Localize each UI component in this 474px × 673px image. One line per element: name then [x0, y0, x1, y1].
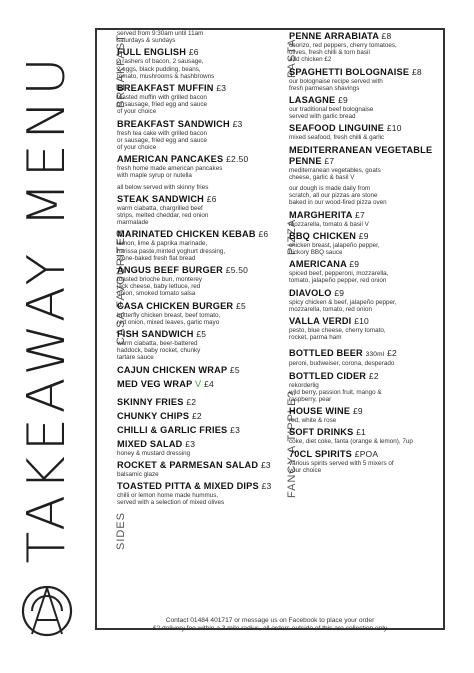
- item-description: or sausage, fried egg and sauce: [117, 136, 207, 144]
- menu-item-skinny-fries: SKINNY FRIES £2: [117, 396, 197, 407]
- menu-item-diavolo: DIAVOLO £9: [289, 287, 345, 298]
- fries-note: all below served with skinny fries: [117, 183, 209, 191]
- section-pasta-label: PASTA: [286, 38, 298, 78]
- item-description: mozzarella, tomato, red onion: [289, 305, 372, 313]
- menu-item-breakfast-sandwich: BREAKFAST SANDWICH £3: [117, 118, 243, 129]
- vegetarian-badge: V: [195, 378, 202, 389]
- item-description: fresh parmesan shavings: [289, 84, 360, 92]
- item-description: chorizo, red peppers, cherry tomatoes,: [289, 42, 397, 49]
- menu-item-med-vegetable-penne: MEDITERRANEAN VEGETABLE: [289, 144, 433, 155]
- item-description: chilli or lemon home made hummus,: [117, 492, 219, 500]
- item-description: 2 rashers of bacon, 2 sausage,: [117, 58, 204, 66]
- item-description: fresh tea cake with grilled bacon: [117, 129, 207, 137]
- menu-item-toasted-pitta: TOASTED PITTA & MIXED DIPS £3: [117, 481, 272, 492]
- section-pizza-label: PIZZA: [286, 218, 298, 255]
- section-casa-favourites-label: CASA FAVOURITES: [115, 228, 127, 345]
- menu-item-soft-drinks: SOFT DRINKS £1: [289, 427, 367, 438]
- item-description: balsamic glaze: [117, 470, 159, 478]
- item-description: butterfly chicken breast, beef tomato,: [117, 311, 221, 319]
- menu-item-cajun-chicken-wrap: CAJUN CHICKEN WRAP £5: [117, 364, 240, 375]
- item-description: wild berry, passion fruit, mango &: [289, 388, 382, 396]
- item-description: served with garlic bread: [289, 113, 356, 121]
- item-description: fresh home made american pancakes: [117, 165, 223, 173]
- item-description: served with a selection of mixed olives: [117, 499, 225, 507]
- item-description: tomato, mushrooms & hashbrowns: [117, 72, 215, 80]
- item-description: stone-baked fresh flat bread: [117, 254, 196, 262]
- item-description: spicy chicken & beef, jalapeño pepper,: [289, 298, 397, 306]
- menu-item-med-vegetable-penne-line2: PENNE £7: [289, 155, 335, 166]
- item-description: hickory BBQ sauce: [289, 249, 343, 257]
- menu-item-bottled-cider: BOTTLED CIDER £2: [289, 370, 379, 381]
- menu-item-chilli-garlic-fries: CHILLI & GARLIC FRIES £3: [117, 424, 240, 435]
- item-description: red, white & rose: [289, 417, 337, 425]
- item-description: with maple syrup or nutella: [117, 172, 192, 180]
- item-description: mediterranean vegetables, goats: [289, 166, 381, 174]
- pizza-intro: baked in our wood-fired pizza oven: [289, 199, 387, 207]
- menu-item-seafood-linguine: SEAFOOD LINGUINE £10: [289, 123, 402, 134]
- item-description: raspberry, pear: [289, 396, 332, 404]
- menu-title-text: TAKEAWAY MENU: [17, 51, 77, 564]
- item-description: of your choice: [117, 144, 157, 152]
- menu-item-margherita: MARGHERITA £7: [289, 209, 365, 220]
- item-description: jack cheese, baby lettuce, red: [117, 283, 201, 291]
- item-description: pesto, blue cheese, cherry tomato,: [289, 327, 386, 335]
- item-description: lemon, lime & paprika marinade,: [117, 240, 208, 248]
- item-description: red onion, mixed leaves, garlic mayo: [117, 318, 220, 326]
- menu-item-rocket-parmesan-salad: ROCKET & PARMESAN SALAD £3: [117, 459, 271, 470]
- menu-item-spaghetti-bolognaise: SPAGHETTI BOLOGNAISE £8: [289, 66, 422, 77]
- item-description: or sausage, fried egg and sauce: [117, 101, 207, 109]
- item-description: rekorderlig: [289, 381, 319, 389]
- item-description: harissa paste,minted yoghurt dressing,: [117, 247, 226, 255]
- menu-item-breakfast-muffin: BREAKFAST MUFFIN £3: [117, 83, 227, 94]
- menu-item-american-pancakes: AMERICAN PANCAKES £2.50: [117, 154, 249, 165]
- menu-item-med-veg-wrap: MED VEG WRAP V £4: [117, 378, 214, 389]
- menu-item-marinated-chicken-kebab: MARINATED CHICKEN KEBAB £6: [117, 229, 269, 240]
- menu-item-americana: AMERICANA £9: [289, 259, 360, 270]
- footer-delivery-line: £2 delivery fee within a 3 mile radius, all orders outside of this are collection only: [152, 625, 388, 632]
- pizza-intro: our dough is made daily from: [289, 185, 371, 193]
- right-menu-column: [289, 28, 439, 474]
- item-description: onion, smoked tomato salsa: [117, 290, 196, 298]
- menu-item-bbq-chicken: BBQ CHICKEN £9: [289, 230, 369, 241]
- menu-item-fish-sandwich: FISH SANDWICH £5: [117, 329, 207, 340]
- section-sides-label: SIDES: [115, 511, 127, 550]
- item-description: honey & mustard dressing: [117, 449, 191, 457]
- menu-item-angus-beef-burger: ANGUS BEEF BURGER £5.50: [117, 265, 249, 276]
- menu-item-bottled-beer: BOTTLED BEER 330ml £2: [289, 348, 397, 359]
- menu-item-penne-arrabiata: PENNE ARRABIATA £8: [289, 31, 392, 41]
- item-description: coke, diet coke, fanta (orange & lemon), 7up: [289, 438, 413, 446]
- menu-item-house-wine: HOUSE WINE £9: [289, 406, 363, 417]
- item-description: warm ciabatta, beer-battered: [117, 340, 198, 348]
- left-menu-column: [117, 30, 277, 507]
- pizza-intro: scratch, all our pizzas are stone: [289, 192, 378, 200]
- item-description: toasted muffin with grilled bacon: [117, 94, 207, 102]
- item-description: mixed seafood, fresh chilli & garlic: [289, 134, 385, 142]
- menu-item-casa-chicken-burger: CASA CHICKEN BURGER £5: [117, 300, 246, 311]
- item-description: olives, fresh chilli & torn basil: [289, 49, 370, 57]
- menu-item-lasagne: LASAGNE £9: [289, 95, 348, 106]
- item-description: your choice: [289, 466, 322, 474]
- menu-title-vertical: [12, 35, 82, 580]
- menu-item-full-english: FULL ENGLISH £6: [117, 47, 199, 58]
- item-description: strips, melted cheddar, red onion: [117, 212, 209, 220]
- item-description: tartare sauce: [117, 354, 154, 362]
- item-description: our traditional beef bolognaise: [289, 106, 374, 114]
- add-chicken-option: add chicken £2: [289, 56, 332, 64]
- footer-contact-line: Contact 01484 401717 or message us on Facebook to place your order: [165, 617, 375, 624]
- item-description: 2 eggs, black pudding, beans,: [117, 65, 201, 73]
- item-description: peroni, budweiser, corona, desperado: [289, 360, 395, 368]
- item-description: spiced beef, pepperoni, mozzarella,: [289, 270, 389, 278]
- menu-item-70cl-spirits: 70CL SPIRITS £POA: [289, 448, 379, 459]
- item-description: mozzarella, tomato & basil V: [289, 220, 369, 228]
- item-description: toasted brioche bun, monterey: [117, 276, 203, 284]
- menu-item-mixed-salad: MIXED SALAD £3: [117, 438, 196, 449]
- item-description: chicken breast, jalapeño pepper,: [289, 241, 380, 249]
- menu-item-chunky-chips: CHUNKY CHIPS £2: [117, 410, 202, 421]
- item-description: rocket, parma ham: [289, 334, 342, 342]
- breakfast-days: saturdays & sundays: [117, 37, 176, 45]
- item-description: of your choice: [117, 108, 157, 116]
- item-description: tomato, jalapeño pepper, red onion: [289, 277, 387, 285]
- footer-contact: [100, 617, 440, 633]
- breakfast-hours: served from 9:30am until 11am: [117, 30, 204, 37]
- item-description: cheese, garlic & basil V: [289, 173, 355, 181]
- item-description: haddock, baby rocket, chunky: [117, 347, 201, 355]
- item-description: warm ciabatta, chargrilled beef: [117, 204, 203, 212]
- item-description: our bolognaise recipe served with: [289, 77, 383, 85]
- section-breakfast-label: BREAKFAST: [115, 34, 127, 108]
- section-tipple-label: FANCY A TIPPLE?: [286, 390, 298, 498]
- casa-logo-icon: [18, 580, 76, 642]
- menu-item-valla-verdi: VALLA VERDI £10: [289, 316, 369, 327]
- item-description: marmalade: [117, 219, 149, 227]
- menu-item-steak-sandwich: STEAK SANDWICH £6: [117, 193, 217, 204]
- item-description: various spirits served with 5 mixers of: [289, 459, 394, 467]
